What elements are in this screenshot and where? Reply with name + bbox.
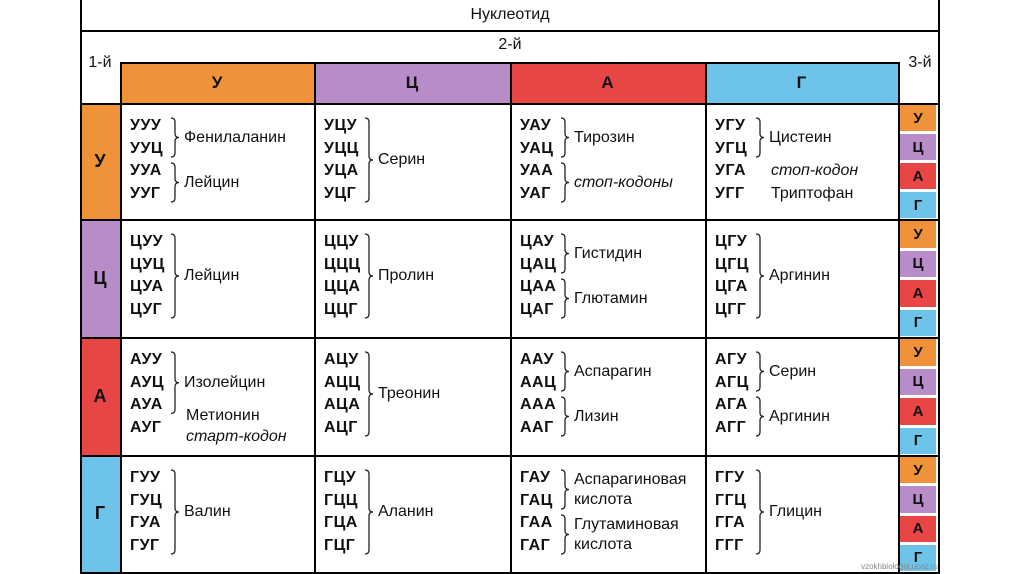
brace-icon	[560, 396, 570, 437]
brace-icon	[170, 351, 180, 415]
amino-acid-name	[769, 502, 822, 522]
amino-acid-name	[184, 373, 265, 393]
codon: ЦЦЦ	[324, 255, 361, 273]
codon: ЦГГ	[715, 300, 747, 318]
amino-acid-line: Глютамин	[574, 289, 648, 307]
amino-acid-name	[574, 515, 679, 555]
codon-cell	[314, 337, 510, 455]
codon-list	[520, 115, 554, 205]
codon-list	[520, 349, 556, 439]
grid-line	[80, 0, 82, 574]
codon: УЦА	[324, 162, 359, 179]
third-base-a: А	[900, 398, 936, 425]
brace-icon	[755, 117, 765, 158]
third-base-c: Ц	[900, 251, 936, 278]
codon: ГЦУ	[324, 469, 357, 486]
grid-line	[120, 62, 898, 64]
grid-line	[80, 219, 938, 221]
grid-line	[120, 62, 122, 574]
amino-acid-line: Изолейцин	[184, 373, 266, 391]
codon: УАГ	[520, 184, 551, 202]
codon-cell	[510, 103, 705, 219]
third-base-c: Ц	[900, 369, 936, 396]
third-nucleotide-label: 3-й	[908, 54, 932, 71]
codon-cell	[510, 455, 705, 572]
grid-line	[938, 0, 940, 574]
codon: ГЦА	[324, 514, 358, 531]
amino-acid-group	[755, 233, 830, 319]
codon-cell	[314, 455, 510, 572]
codon-cell	[120, 455, 314, 572]
amino-acid-line: Лейцин	[184, 173, 240, 191]
codon: ГГА	[715, 514, 746, 531]
codon: УУУ	[130, 117, 162, 134]
amino-acid-line: Аспарагиновая	[574, 470, 687, 488]
amino-acid-name	[574, 173, 673, 193]
codon-cell	[705, 337, 898, 455]
amino-acid-group	[560, 396, 619, 437]
amino-acid-line: Тирозин	[574, 128, 635, 146]
codon: ГУГ	[130, 536, 160, 554]
codon: ААГ	[520, 418, 554, 436]
codon: УЦУ	[324, 117, 358, 134]
codon: ЦУА	[130, 278, 164, 295]
amino-acid-group	[364, 351, 440, 437]
amino-acid-line: Треонин	[378, 385, 441, 402]
brace-icon	[755, 351, 765, 392]
amino-acid-group	[755, 469, 822, 555]
codon-list	[715, 349, 749, 439]
second-nucleotide-label: 2-й	[498, 36, 522, 53]
amino-acid-group	[170, 162, 239, 203]
amino-acid-name: Метионин	[186, 407, 260, 425]
codon-list	[130, 231, 165, 321]
amino-acid-name: стоп-кодон	[771, 162, 859, 179]
amino-acid-name	[378, 150, 425, 170]
brace-icon	[560, 162, 570, 203]
amino-acid-line: Аргинин	[769, 267, 830, 284]
amino-acid-name	[378, 266, 434, 286]
codon: УУЦ	[130, 139, 164, 157]
brace-icon	[755, 469, 765, 555]
table-title: Нуклеотид	[470, 6, 550, 23]
amino-acid-line: кислота	[574, 535, 633, 553]
grid-line	[314, 62, 316, 574]
first-base-header-c: Ц	[80, 219, 120, 337]
codon: УЦЦ	[324, 139, 359, 157]
brace-icon	[560, 278, 570, 319]
codon: АГА	[715, 396, 748, 413]
amino-acid-name	[184, 266, 239, 286]
third-base-g: Г	[900, 545, 936, 571]
brace-icon	[364, 351, 374, 437]
grid-line	[80, 103, 938, 105]
brace-icon	[560, 514, 570, 555]
amino-acid-group	[560, 117, 635, 158]
brace-icon	[170, 117, 180, 158]
third-base-u: У	[900, 221, 936, 248]
codon: ЦУЦ	[130, 255, 165, 273]
amino-acid-name	[574, 470, 686, 510]
third-base-u: У	[900, 457, 936, 483]
brace-icon	[755, 233, 765, 319]
brace-icon	[364, 469, 374, 555]
amino-acid-name	[574, 289, 648, 309]
amino-acid-group	[170, 233, 239, 319]
codon: АГУ	[715, 351, 748, 368]
codon-list	[324, 467, 358, 557]
brace-icon	[755, 396, 765, 437]
codon-cell	[314, 219, 510, 337]
first-base-header-g: Г	[80, 455, 120, 572]
amino-acid-line: Аспарагин	[574, 362, 652, 380]
amino-acid-line: Валин	[184, 503, 231, 520]
amino-acid-name: Триптофан	[771, 184, 854, 202]
codon: УАУ	[520, 117, 552, 134]
amino-acid-line: Фенилаланин	[184, 128, 286, 146]
amino-acid-group	[755, 351, 816, 392]
third-base-a: А	[900, 280, 936, 307]
amino-acid-group	[560, 278, 648, 319]
amino-acid-name	[769, 362, 816, 382]
brace-icon	[560, 117, 570, 158]
codon-list	[130, 467, 162, 557]
codon: ГУЦ	[130, 491, 163, 509]
amino-acid-line: Глутаминовая	[574, 515, 679, 533]
third-base-g: Г	[900, 428, 936, 455]
codon-list	[715, 115, 747, 205]
amino-acid-name	[574, 128, 635, 148]
third-base-u: У	[900, 339, 936, 366]
codon: ГАГ	[520, 536, 551, 554]
codon: ААЦ	[520, 373, 557, 391]
grid-line	[80, 572, 938, 574]
brace-icon	[560, 351, 570, 392]
brace-icon	[364, 117, 374, 203]
codon: ГУУ	[130, 469, 161, 486]
codon: ГЦГ	[324, 536, 356, 554]
amino-acid-group	[364, 117, 425, 203]
second-base-header-g: Г	[705, 62, 898, 103]
amino-acid-line: Лейцин	[184, 267, 240, 284]
amino-acid-name	[184, 128, 286, 148]
codon: ЦГА	[715, 278, 748, 295]
first-nucleotide-label: 1-й	[88, 54, 112, 71]
codon: ГАУ	[520, 469, 551, 486]
amino-acid-line: Серин	[378, 151, 426, 168]
amino-acid-line: Лизин	[574, 407, 619, 425]
codon-list	[130, 349, 164, 439]
codon: ААУ	[520, 351, 554, 368]
grid-line	[80, 30, 938, 32]
amino-acid-name	[769, 407, 830, 427]
amino-acid-group	[755, 117, 832, 158]
codon-list	[715, 231, 749, 321]
amino-acid-name	[184, 173, 239, 193]
amino-acid-line: Серин	[769, 362, 817, 380]
codon-list	[324, 349, 360, 439]
codon: УГУ	[715, 117, 746, 134]
amino-acid-line: Гистидин	[574, 244, 643, 262]
codon-list	[324, 231, 361, 321]
codon: ГУА	[130, 514, 161, 531]
amino-acid-line: Аланин	[378, 503, 434, 520]
third-base-a: А	[900, 163, 936, 189]
codon: ААА	[520, 396, 557, 413]
codon: АЦГ	[324, 418, 358, 436]
codon: ЦЦУ	[324, 233, 359, 250]
amino-acid-group	[560, 469, 686, 510]
codon: ЦГЦ	[715, 255, 749, 273]
amino-acid-name	[574, 244, 642, 264]
amino-acid-name	[378, 502, 434, 522]
codon: ГГГ	[715, 536, 744, 554]
codon-cell	[120, 219, 314, 337]
codon: АЦУ	[324, 351, 359, 368]
codon: УАЦ	[520, 139, 554, 157]
third-base-c: Ц	[900, 486, 936, 512]
codon: АЦЦ	[324, 373, 361, 391]
amino-acid-name	[769, 266, 830, 286]
grid-line	[705, 62, 707, 574]
amino-acid-line: Аргинин	[769, 407, 830, 425]
amino-acid-group	[560, 233, 642, 274]
codon-cell	[120, 103, 314, 219]
codon-list	[520, 467, 553, 557]
codon: ЦУУ	[130, 233, 164, 250]
codon: ЦАЦ	[520, 255, 557, 273]
codon: ЦЦА	[324, 278, 361, 295]
codon-list	[324, 115, 359, 205]
codon: АУА	[130, 396, 163, 413]
codon: УГА	[715, 162, 747, 179]
codon: ГАЦ	[520, 491, 553, 509]
amino-acid-line: Цистеин	[769, 128, 832, 146]
codon: АУГ	[130, 418, 162, 436]
amino-acid-name	[574, 362, 652, 382]
codon: ГГУ	[715, 469, 745, 486]
codon-list	[715, 467, 746, 557]
third-base-c: Ц	[900, 134, 936, 160]
brace-icon	[364, 233, 374, 319]
second-base-header-a: А	[510, 62, 705, 103]
codon-cell	[705, 103, 898, 219]
codon: ЦУГ	[130, 300, 163, 318]
codon-cell	[120, 337, 314, 455]
codon: ЦГУ	[715, 233, 748, 250]
codon-cell	[510, 337, 705, 455]
amino-acid-name	[574, 407, 619, 427]
amino-acid-name	[184, 502, 231, 522]
second-base-header-c: Ц	[314, 62, 510, 103]
codon: УУА	[130, 162, 162, 179]
brace-icon	[170, 469, 180, 555]
codon-cell	[705, 455, 898, 572]
codon-list	[520, 231, 556, 321]
amino-acid-line: стоп-кодоны	[574, 173, 673, 191]
third-base-u: У	[900, 105, 936, 131]
codon: УЦГ	[324, 184, 357, 202]
amino-acid-group	[560, 162, 673, 203]
codon: АГГ	[715, 418, 747, 436]
codon: УГЦ	[715, 139, 748, 157]
amino-acid-name	[769, 128, 832, 148]
codon: ГЦЦ	[324, 491, 358, 509]
amino-acid-line: Глицин	[769, 503, 822, 520]
third-base-g: Г	[900, 310, 936, 337]
codon: УУГ	[130, 184, 161, 202]
grid-line	[80, 337, 938, 339]
amino-acid-group	[560, 351, 652, 392]
codon: ЦАУ	[520, 233, 555, 250]
amino-acid-name: старт-кодон	[186, 427, 287, 445]
codon-cell	[314, 103, 510, 219]
third-base-g: Г	[900, 192, 936, 218]
amino-acid-line: Пролин	[378, 267, 435, 284]
amino-acid-group	[170, 117, 286, 158]
grid-line	[510, 62, 512, 574]
codon: АЦА	[324, 396, 361, 413]
codon: ГАА	[520, 514, 553, 531]
codon-list	[130, 115, 163, 205]
codon: ЦЦГ	[324, 300, 358, 318]
codon: АУУ	[130, 351, 163, 368]
codon: УАА	[520, 162, 554, 179]
first-base-header-a: А	[80, 337, 120, 455]
amino-acid-group	[170, 351, 265, 415]
amino-acid-group	[560, 514, 679, 555]
brace-icon	[170, 233, 180, 319]
codon: АГЦ	[715, 373, 749, 391]
codon: ЦАГ	[520, 300, 554, 318]
amino-acid-group	[170, 469, 231, 555]
watermark: vzokhbiologia.ucoz.ru	[861, 562, 938, 571]
brace-icon	[560, 469, 570, 510]
codon-cell	[510, 219, 705, 337]
codon: ГГЦ	[715, 491, 747, 509]
second-base-header-u: У	[120, 62, 314, 103]
grid-line	[898, 62, 900, 574]
brace-icon	[560, 233, 570, 274]
amino-acid-group	[755, 396, 830, 437]
amino-acid-group	[364, 233, 434, 319]
codon-cell	[705, 219, 898, 337]
third-base-a: А	[900, 516, 936, 542]
grid-line	[80, 455, 938, 457]
codon: АУЦ	[130, 373, 165, 391]
brace-icon	[170, 162, 180, 203]
codon: ЦАА	[520, 278, 557, 295]
amino-acid-name	[378, 384, 440, 404]
codon: УГГ	[715, 184, 745, 202]
amino-acid-group	[364, 469, 434, 555]
amino-acid-line: кислота	[574, 490, 633, 508]
first-base-header-u: У	[80, 103, 120, 219]
